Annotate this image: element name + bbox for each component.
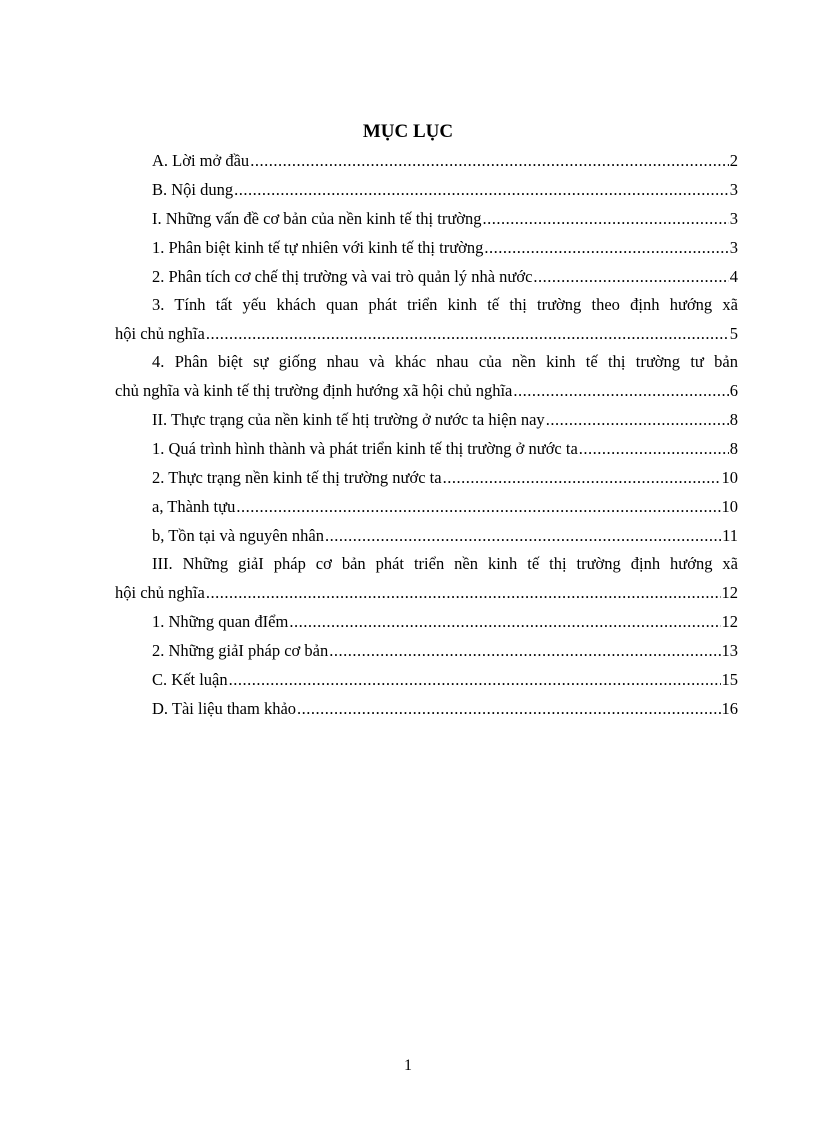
toc-entry[interactable] xyxy=(115,607,738,636)
toc-leader-dots xyxy=(229,665,721,694)
toc-entry-page: 16 xyxy=(721,699,738,718)
page-number: 1 xyxy=(404,1057,412,1074)
toc-leader-dots xyxy=(483,204,729,233)
toc-entry[interactable] xyxy=(115,492,738,521)
toc-leader-dots xyxy=(234,175,729,204)
toc-leader-dots xyxy=(325,521,721,550)
toc-entry-page: 12 xyxy=(721,612,738,631)
toc-entry-page: 10 xyxy=(721,497,738,516)
toc-entry-text: C. Kết luận xyxy=(152,670,228,689)
toc-entry-page: 3 xyxy=(729,238,738,257)
toc-entry-page: 10 xyxy=(721,468,738,487)
toc-entry[interactable] xyxy=(115,636,738,665)
toc-entry-text: 2. Những giảI pháp cơ bản xyxy=(152,641,329,660)
toc-entry-text: a, Thành tựu xyxy=(152,497,236,516)
toc-leader-dots xyxy=(250,146,729,175)
toc-entry-page: 4 xyxy=(729,267,738,286)
toc-entry-text: 2. Phân tích cơ chế thị trường và vai trò quản lý nhà nước xyxy=(152,267,533,286)
toc-entry-text: II. Thực trạng của nền kinh tế htị trường ở nước ta hiện nay xyxy=(152,410,545,429)
toc-entry[interactable] xyxy=(115,694,738,723)
toc-leader-dots xyxy=(297,694,720,723)
toc-entry[interactable] xyxy=(115,262,738,291)
toc-leader-dots xyxy=(443,463,721,492)
toc-entry-page: 13 xyxy=(721,641,738,660)
toc-entry[interactable] xyxy=(115,233,738,262)
toc-entry-text: 2. Thực trạng nền kinh tế thị trường nước ta xyxy=(152,468,442,487)
toc-entry-text: 1. Những quan đIểm xyxy=(152,612,289,631)
toc-entry[interactable] xyxy=(115,405,738,434)
toc-entry-text: A. Lời mở đầu xyxy=(152,151,250,170)
toc-title: MỤC LỤC xyxy=(362,121,454,142)
toc-entry[interactable] xyxy=(115,665,738,694)
toc-entry-page: 15 xyxy=(721,670,738,689)
toc-leader-dots xyxy=(484,233,728,262)
toc-entry-text: B. Nội dung xyxy=(152,180,234,199)
toc-entry[interactable] xyxy=(115,204,738,233)
toc-leader-dots xyxy=(579,434,729,463)
toc-entry-text: I. Những vấn đề cơ bản của nền kinh tế thị trường xyxy=(152,209,482,228)
toc-entry-text: chủ nghĩa và kinh tế thị trường định hướng xã hội chủ nghĩa xyxy=(115,381,513,400)
toc-entry[interactable] xyxy=(115,463,738,492)
toc-entry-text: D. Tài liệu tham khảo xyxy=(152,699,297,718)
toc-entry[interactable] xyxy=(115,434,738,463)
toc-entry-text-line1: III. Những giảI pháp cơ bản phát triển nền kinh tế thị trường định hướng xã xyxy=(152,554,738,573)
toc-leader-dots xyxy=(513,376,728,405)
toc-entry-page: 3 xyxy=(729,180,738,199)
toc-entry-text: b, Tồn tại và nguyên nhân xyxy=(152,526,324,545)
toc-entry-page: 6 xyxy=(729,381,738,400)
toc-leader-dots xyxy=(206,319,729,348)
toc-entry-page: 8 xyxy=(729,439,738,458)
toc-entry[interactable] xyxy=(115,291,738,348)
toc-leader-dots xyxy=(206,578,721,607)
toc-entry[interactable] xyxy=(115,550,738,607)
toc-leader-dots xyxy=(533,262,728,291)
toc-leader-dots xyxy=(289,607,720,636)
toc-entry[interactable] xyxy=(115,146,738,175)
toc-entry[interactable] xyxy=(115,175,738,204)
toc-entry-text-line1: 4. Phân biệt sự giống nhau và khác nhau của nền kinh tế thị trường tư bản xyxy=(152,352,738,371)
toc-entry[interactable] xyxy=(115,521,738,550)
table-of-contents xyxy=(115,146,738,723)
toc-entry-text: 1. Quá trình hình thành và phát triển kinh tế thị trường ở nước ta xyxy=(152,439,578,458)
toc-entry-page: 12 xyxy=(721,583,738,602)
toc-entry-text: hội chủ nghĩa xyxy=(115,324,205,343)
toc-leader-dots xyxy=(329,636,720,665)
toc-entry-page: 2 xyxy=(729,151,738,170)
toc-entry-text: 1. Phân biệt kinh tế tự nhiên với kinh tế thị trường xyxy=(152,238,484,257)
toc-entry-text: hội chủ nghĩa xyxy=(115,583,205,602)
toc-entry-page: 11 xyxy=(722,526,738,545)
toc-entry-text-line1: 3. Tính tất yếu khách quan phát triển kinh tế thị trường theo định hướng xã xyxy=(152,295,738,314)
toc-leader-dots xyxy=(236,492,720,521)
toc-entry-page: 8 xyxy=(729,410,738,429)
toc-entry-page: 3 xyxy=(729,209,738,228)
toc-entry-page: 5 xyxy=(729,324,738,343)
toc-leader-dots xyxy=(546,405,729,434)
toc-entry[interactable] xyxy=(115,348,738,405)
